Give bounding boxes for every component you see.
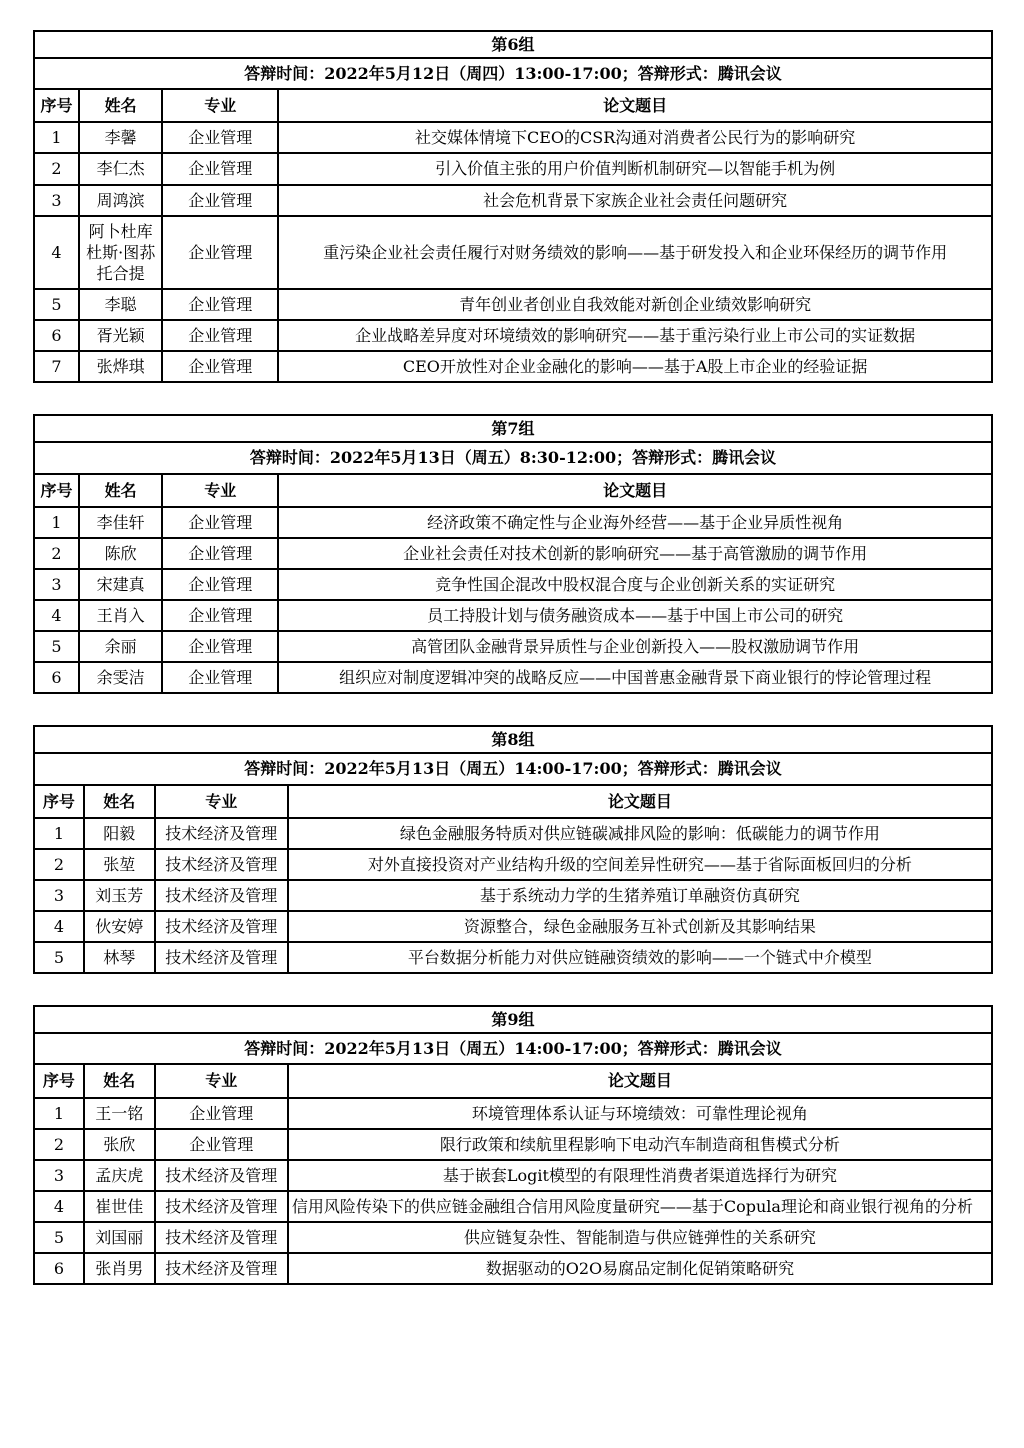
sequence-number-cell: 6 bbox=[34, 662, 79, 693]
student-name-cell: 余雯洁 bbox=[79, 662, 162, 693]
thesis-title-cell: 平台数据分析能力对供应链融资绩效的影响——一个链式中介模型 bbox=[288, 942, 992, 973]
thesis-title-cell: 社会危机背景下家族企业社会责任问题研究 bbox=[278, 185, 992, 216]
major-cell: 技术经济及管理 bbox=[155, 1222, 288, 1253]
sequence-number-cell: 6 bbox=[34, 1253, 84, 1284]
major-cell: 企业管理 bbox=[162, 569, 278, 600]
table-row bbox=[34, 153, 992, 184]
table-row bbox=[34, 880, 992, 911]
major-cell: 企业管理 bbox=[162, 185, 278, 216]
session-info-row bbox=[34, 1033, 992, 1064]
column-header-title: 论文题目 bbox=[278, 474, 992, 507]
thesis-title-cell: 绿色金融服务特质对供应链碳减排风险的影响：低碳能力的调节作用 bbox=[288, 818, 992, 849]
student-name-cell: 胥光颖 bbox=[79, 320, 162, 351]
major-cell: 企业管理 bbox=[162, 600, 278, 631]
group-title-row bbox=[34, 415, 992, 442]
column-header-seq: 序号 bbox=[34, 474, 79, 507]
student-name-cell: 张堃 bbox=[84, 849, 155, 880]
sequence-number-cell: 5 bbox=[34, 289, 79, 320]
sequence-number-cell: 4 bbox=[34, 600, 79, 631]
group-title-row bbox=[34, 31, 992, 58]
sequence-number-cell: 3 bbox=[34, 185, 79, 216]
sequence-number-cell: 7 bbox=[34, 351, 79, 382]
column-header-major: 专业 bbox=[162, 474, 278, 507]
student-name-cell: 张烨琪 bbox=[79, 351, 162, 382]
session-info: 答辩时间：2022年5月13日（周五）14:00-17:00；答辩形式：腾讯会议 bbox=[34, 1033, 992, 1064]
major-cell: 企业管理 bbox=[162, 351, 278, 382]
student-name-cell: 周鸿滨 bbox=[79, 185, 162, 216]
thesis-title-cell: 信用风险传染下的供应链金融组合信用风险度量研究——基于Copula理论和商业银行视角的分析 bbox=[288, 1191, 992, 1222]
thesis-title-cell: CEO开放性对企业金融化的影响——基于A股上市企业的经验证据 bbox=[278, 351, 992, 382]
group-title-row bbox=[34, 726, 992, 753]
thesis-title-cell: 环境管理体系认证与环境绩效：可靠性理论视角 bbox=[288, 1098, 992, 1129]
thesis-title-cell: 资源整合，绿色金融服务互补式创新及其影响结果 bbox=[288, 911, 992, 942]
major-cell: 技术经济及管理 bbox=[155, 1191, 288, 1222]
thesis-defense-group-table bbox=[33, 414, 993, 694]
thesis-title-cell: 数据驱动的O2O易腐品定制化促销策略研究 bbox=[288, 1253, 992, 1284]
student-name-cell: 张欣 bbox=[84, 1129, 155, 1160]
group-title: 第6组 bbox=[34, 31, 992, 58]
student-name-cell: 余丽 bbox=[79, 631, 162, 662]
table-row bbox=[34, 569, 992, 600]
thesis-title-cell: 社交媒体情境下CEO的CSR沟通对消费者公民行为的影响研究 bbox=[278, 122, 992, 153]
student-name-cell: 孟庆虎 bbox=[84, 1160, 155, 1191]
thesis-title-cell: 组织应对制度逻辑冲突的战略反应——中国普惠金融背景下商业银行的悖论管理过程 bbox=[278, 662, 992, 693]
table-row bbox=[34, 1098, 992, 1129]
thesis-title-cell: 基于嵌套Logit模型的有限理性消费者渠道选择行为研究 bbox=[288, 1160, 992, 1191]
table-row bbox=[34, 1222, 992, 1253]
student-name-cell: 宋建真 bbox=[79, 569, 162, 600]
column-header-name: 姓名 bbox=[79, 89, 162, 122]
column-header-name: 姓名 bbox=[79, 474, 162, 507]
group-title-row bbox=[34, 1006, 992, 1033]
major-cell: 企业管理 bbox=[162, 507, 278, 538]
thesis-title-cell: 企业战略差异度对环境绩效的影响研究——基于重污染行业上市公司的实证数据 bbox=[278, 320, 992, 351]
session-info: 答辩时间：2022年5月13日（周五）14:00-17:00；答辩形式：腾讯会议 bbox=[34, 753, 992, 784]
thesis-title-cell: 引入价值主张的用户价值判断机制研究—以智能手机为例 bbox=[278, 153, 992, 184]
table-row bbox=[34, 538, 992, 569]
student-name-cell: 阿卜杜库杜斯·图荪托合提 bbox=[79, 216, 162, 289]
column-header-major: 专业 bbox=[162, 89, 278, 122]
group-title: 第9组 bbox=[34, 1006, 992, 1033]
thesis-defense-group-table bbox=[33, 725, 993, 974]
column-header-row bbox=[34, 785, 992, 818]
student-name-cell: 陈欣 bbox=[79, 538, 162, 569]
major-cell: 企业管理 bbox=[162, 122, 278, 153]
thesis-title-cell: 基于系统动力学的生猪养殖订单融资仿真研究 bbox=[288, 880, 992, 911]
table-row bbox=[34, 631, 992, 662]
major-cell: 技术经济及管理 bbox=[155, 911, 288, 942]
thesis-title-cell: 员工持股计划与债务融资成本——基于中国上市公司的研究 bbox=[278, 600, 992, 631]
column-header-name: 姓名 bbox=[84, 1064, 155, 1097]
sequence-number-cell: 3 bbox=[34, 880, 84, 911]
sequence-number-cell: 1 bbox=[34, 1098, 84, 1129]
major-cell: 技术经济及管理 bbox=[155, 818, 288, 849]
table-row bbox=[34, 1191, 992, 1222]
table-row bbox=[34, 1253, 992, 1284]
student-name-cell: 林琴 bbox=[84, 942, 155, 973]
major-cell: 企业管理 bbox=[162, 662, 278, 693]
student-name-cell: 张肖男 bbox=[84, 1253, 155, 1284]
column-header-seq: 序号 bbox=[34, 1064, 84, 1097]
student-name-cell: 伙安婷 bbox=[84, 911, 155, 942]
thesis-title-cell: 竞争性国企混改中股权混合度与企业创新关系的实证研究 bbox=[278, 569, 992, 600]
student-name-cell: 李聪 bbox=[79, 289, 162, 320]
major-cell: 技术经济及管理 bbox=[155, 880, 288, 911]
column-header-major: 专业 bbox=[155, 785, 288, 818]
tables-container bbox=[33, 30, 993, 1285]
session-info-row bbox=[34, 442, 992, 473]
sequence-number-cell: 5 bbox=[34, 942, 84, 973]
major-cell: 技术经济及管理 bbox=[155, 1253, 288, 1284]
column-header-title: 论文题目 bbox=[288, 785, 992, 818]
sequence-number-cell: 4 bbox=[34, 216, 79, 289]
sequence-number-cell: 3 bbox=[34, 569, 79, 600]
major-cell: 企业管理 bbox=[155, 1129, 288, 1160]
group-title: 第8组 bbox=[34, 726, 992, 753]
sequence-number-cell: 1 bbox=[34, 818, 84, 849]
sequence-number-cell: 2 bbox=[34, 153, 79, 184]
student-name-cell: 李佳轩 bbox=[79, 507, 162, 538]
sequence-number-cell: 6 bbox=[34, 320, 79, 351]
table-row bbox=[34, 600, 992, 631]
major-cell: 技术经济及管理 bbox=[155, 942, 288, 973]
thesis-title-cell: 青年创业者创业自我效能对新创企业绩效影响研究 bbox=[278, 289, 992, 320]
sequence-number-cell: 1 bbox=[34, 507, 79, 538]
table-row bbox=[34, 320, 992, 351]
sequence-number-cell: 2 bbox=[34, 849, 84, 880]
major-cell: 技术经济及管理 bbox=[155, 849, 288, 880]
student-name-cell: 李仁杰 bbox=[79, 153, 162, 184]
table-row bbox=[34, 216, 992, 289]
session-info-row bbox=[34, 753, 992, 784]
thesis-title-cell: 企业社会责任对技术创新的影响研究——基于高管激励的调节作用 bbox=[278, 538, 992, 569]
column-header-row bbox=[34, 474, 992, 507]
student-name-cell: 刘玉芳 bbox=[84, 880, 155, 911]
table-row bbox=[34, 818, 992, 849]
thesis-defense-group-table bbox=[33, 30, 993, 383]
major-cell: 企业管理 bbox=[162, 631, 278, 662]
major-cell: 企业管理 bbox=[162, 289, 278, 320]
session-info: 答辩时间：2022年5月12日（周四）13:00-17:00；答辩形式：腾讯会议 bbox=[34, 58, 992, 89]
group-title: 第7组 bbox=[34, 415, 992, 442]
column-header-row bbox=[34, 89, 992, 122]
table-row bbox=[34, 911, 992, 942]
table-row bbox=[34, 185, 992, 216]
student-name-cell: 王肖入 bbox=[79, 600, 162, 631]
major-cell: 企业管理 bbox=[162, 216, 278, 289]
table-row bbox=[34, 122, 992, 153]
thesis-title-cell: 对外直接投资对产业结构升级的空间差异性研究——基于省际面板回归的分析 bbox=[288, 849, 992, 880]
table-row bbox=[34, 351, 992, 382]
thesis-title-cell: 重污染企业社会责任履行对财务绩效的影响——基于研发投入和企业环保经历的调节作用 bbox=[278, 216, 992, 289]
column-header-title: 论文题目 bbox=[278, 89, 992, 122]
thesis-title-cell: 高管团队金融背景异质性与企业创新投入——股权激励调节作用 bbox=[278, 631, 992, 662]
table-row bbox=[34, 1160, 992, 1191]
table-row bbox=[34, 942, 992, 973]
thesis-title-cell: 供应链复杂性、智能制造与供应链弹性的关系研究 bbox=[288, 1222, 992, 1253]
student-name-cell: 刘国丽 bbox=[84, 1222, 155, 1253]
table-row bbox=[34, 662, 992, 693]
session-info-row bbox=[34, 58, 992, 89]
thesis-title-cell: 经济政策不确定性与企业海外经营——基于企业异质性视角 bbox=[278, 507, 992, 538]
sequence-number-cell: 5 bbox=[34, 631, 79, 662]
sequence-number-cell: 2 bbox=[34, 1129, 84, 1160]
sequence-number-cell: 4 bbox=[34, 1191, 84, 1222]
table-row bbox=[34, 289, 992, 320]
table-row bbox=[34, 507, 992, 538]
column-header-major: 专业 bbox=[155, 1064, 288, 1097]
major-cell: 企业管理 bbox=[155, 1098, 288, 1129]
major-cell: 技术经济及管理 bbox=[155, 1160, 288, 1191]
sequence-number-cell: 4 bbox=[34, 911, 84, 942]
student-name-cell: 王一铭 bbox=[84, 1098, 155, 1129]
student-name-cell: 李馨 bbox=[79, 122, 162, 153]
column-header-seq: 序号 bbox=[34, 785, 84, 818]
major-cell: 企业管理 bbox=[162, 153, 278, 184]
sequence-number-cell: 5 bbox=[34, 1222, 84, 1253]
session-info: 答辩时间：2022年5月13日（周五）8:30-12:00；答辩形式：腾讯会议 bbox=[34, 442, 992, 473]
sequence-number-cell: 2 bbox=[34, 538, 79, 569]
major-cell: 企业管理 bbox=[162, 538, 278, 569]
column-header-seq: 序号 bbox=[34, 89, 79, 122]
thesis-defense-group-table bbox=[33, 1005, 993, 1285]
table-row bbox=[34, 1129, 992, 1160]
student-name-cell: 崔世佳 bbox=[84, 1191, 155, 1222]
student-name-cell: 阳毅 bbox=[84, 818, 155, 849]
table-row bbox=[34, 849, 992, 880]
sequence-number-cell: 1 bbox=[34, 122, 79, 153]
column-header-title: 论文题目 bbox=[288, 1064, 992, 1097]
major-cell: 企业管理 bbox=[162, 320, 278, 351]
column-header-name: 姓名 bbox=[84, 785, 155, 818]
sequence-number-cell: 3 bbox=[34, 1160, 84, 1191]
column-header-row bbox=[34, 1064, 992, 1097]
thesis-title-cell: 限行政策和续航里程影响下电动汽车制造商租售模式分析 bbox=[288, 1129, 992, 1160]
